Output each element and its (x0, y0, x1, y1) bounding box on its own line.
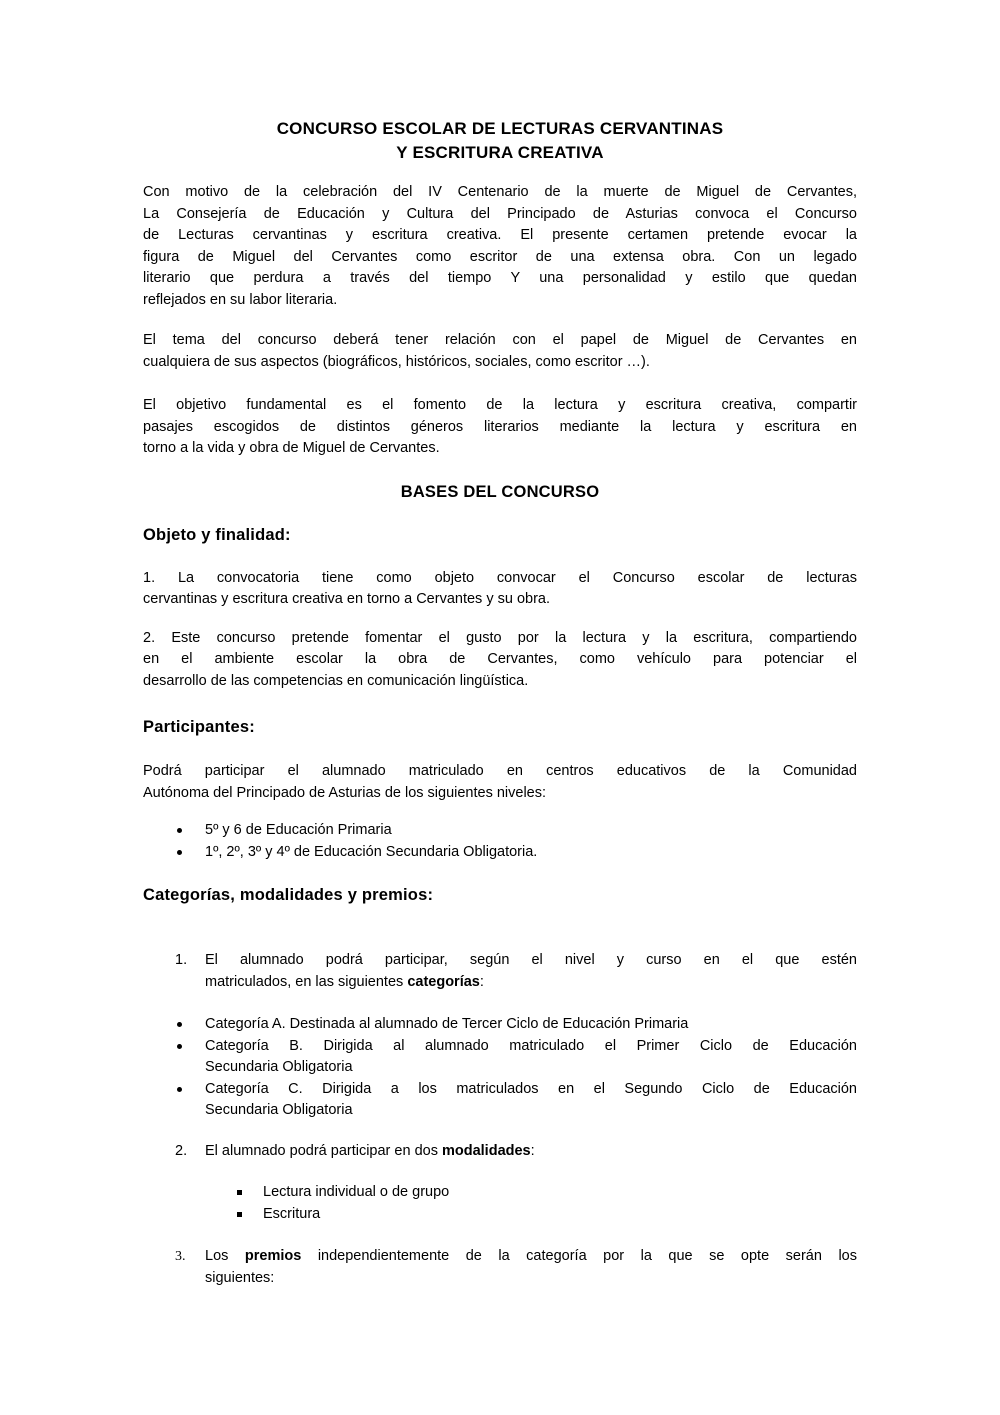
bullet-square-icon (237, 1212, 242, 1217)
paragraph-intro: Con motivo de la celebración del IV Centenario de la muerte de Miguel de Cervantes, La Consejería de Educación y Cultura del Principado de Asturias convoca el Concurso de Lecturas cervantinas y escritura creativa. El presente certamen pretende evocar la figura de Miguel del Cervantes como escritor de una extensa obra. Con un legado literario que perdura a través del tiempo Y una personalidad y estilo que quedan reflejados en su labor literaria. (143, 184, 857, 308)
list-item (143, 1036, 857, 1079)
categorias-bullet-list (143, 1014, 857, 1122)
list-item-text: 1º, 2º, 3º y 4º de Educación Secundaria Obligatoria. (205, 843, 538, 860)
list-item-text: 5º y 6 de Educación Primaria (205, 822, 392, 838)
numbered-item-3 (143, 1246, 857, 1289)
paragraph-participantes-intro: Podrá participar el alumnado matriculado en centros educativos de la Comunidad Autónoma del Principado de Asturias de los siguientes niveles: (143, 763, 857, 801)
list-item (143, 1014, 857, 1036)
list-item-text: Categoría C. Dirigida a los matriculados en el Segundo Ciclo de Educación Secundaria Obligatoria (205, 1080, 857, 1118)
bullet-dot-icon (177, 850, 182, 855)
bullet-dot-icon (177, 1044, 182, 1049)
list-item-text: Categoría B. Dirigida al alumnado matriculado el Primer Ciclo de Educación Secundaria Obligatoria (205, 1037, 857, 1075)
paragraph-objeto-item-1: 1. La convocatoria tiene como objeto convocar el Concurso escolar de lecturas cervantinas y escritura creativa en torno a Cervantes y su obra. (143, 569, 857, 607)
numbered-item-1-line-1: El alumnado podrá participar, según el nivel y curso en el que estén (205, 952, 857, 968)
paragraph-objetivo: El objetivo fundamental es el fomento de la lectura y escritura creativa, compartir pasajes escogidos de distintos géneros literarios mediante la lectura y escritura en torno a la vida y obra de Miguel de Cervantes. (143, 397, 857, 456)
numbered-item-3-line-2: siguientes: (205, 1269, 275, 1286)
numbered-item-2-text: El alumnado podrá participar en dos modalidades: (205, 1142, 535, 1159)
numbered-item-2 (143, 1141, 857, 1163)
list-item (143, 820, 857, 842)
list-item (143, 842, 857, 864)
modalidades-sub-list (143, 1182, 857, 1225)
heading-participantes: Participantes: (143, 718, 255, 736)
list-item-text: Escritura (263, 1205, 321, 1222)
list-item-text: Lectura individual o de grupo (263, 1184, 450, 1200)
bullet-dot-icon (177, 828, 182, 833)
list-item-text: Categoría A. Destinada al alumnado de Tercer Ciclo de Educación Primaria (205, 1016, 689, 1032)
heading-categorias-modalidades-premios: Categorías, modalidades y premios: (143, 886, 434, 904)
paragraph-objeto-item-2: 2. Este concurso pretende fomentar el gusto por la lectura y la escritura, compartiendo en el ambiente escolar la obra de Cervantes, como vehículo para potenciar el desarrollo de las competencias en comunicación lingüística. (143, 629, 857, 689)
heading-objeto-y-finalidad: Objeto y finalidad: (143, 525, 291, 544)
numbered-item-3-line-1: Los premios independientemente de la categoría por la que se opte serán los (205, 1248, 857, 1264)
paragraph-tema: El tema del concurso deberá tener relación con el papel de Miguel de Cervantes en cualquiera de sus aspectos (biográficos, históricos, sociales, como escritor …). (143, 332, 857, 370)
document-title (143, 117, 857, 165)
document-title-line-1: CONCURSO ESCOLAR DE LECTURAS CERVANTINAS (276, 119, 724, 138)
bullet-dot-icon (177, 1087, 182, 1092)
list-item (143, 1204, 857, 1226)
numbered-item-2-marker: 2. (175, 1142, 188, 1159)
numbered-item-1 (143, 950, 857, 993)
heading-bases-del-concurso: BASES DEL CONCURSO (400, 482, 600, 501)
participantes-bullet-list (143, 820, 857, 863)
bullet-dot-icon (177, 1022, 182, 1027)
numbered-item-1-line-2: matriculados, en las siguientes categorías: (205, 973, 484, 990)
numbered-item-1-marker: 1. (175, 952, 188, 968)
list-item (143, 1079, 857, 1122)
list-item (143, 1182, 857, 1204)
numbered-item-3-marker: 3. (175, 1249, 186, 1264)
bullet-square-icon (237, 1190, 242, 1195)
document-title-line-2: Y ESCRITURA CREATIVA (396, 143, 604, 162)
